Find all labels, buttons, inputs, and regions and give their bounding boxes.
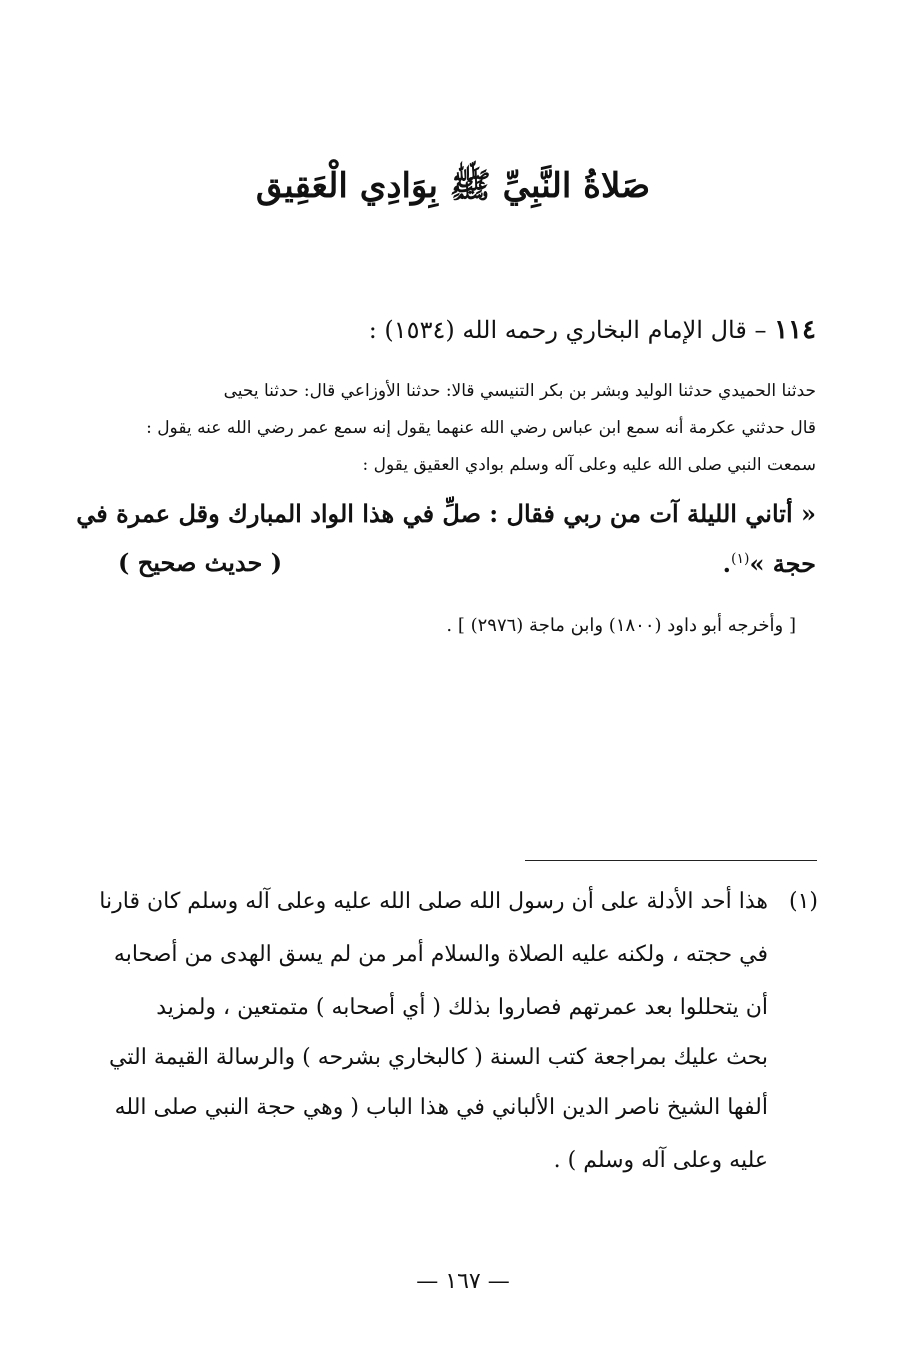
chapter-title: صَلاةُ النَّبِيِّ ﷺ بِوَادِي الْعَقِيق xyxy=(255,166,651,206)
hadith-text-end: حجة » xyxy=(749,549,816,578)
hadith-intro: – قال الإمام البخاري رحمه الله (١٥٣٤) : xyxy=(368,316,767,344)
hadith-text-period: . xyxy=(722,549,731,578)
hadith-text-line xyxy=(723,539,816,584)
hadith-header xyxy=(369,312,816,348)
footnote-line: أن يتحللوا بعد عمرتهم فصاروا بذلك ( أي أصحابه ) متمتعين ، ولمزيد xyxy=(156,995,768,1020)
extra-reference: [ وأخرجه أبو داود (١٨٠٠) وابن ماجة (٢٩٧٦) ] . xyxy=(446,615,796,636)
isnad-line: حدثنا الحميدي حدثنا الوليد وبشر بن بكر التنيسي قالا: حدثنا الأوزاعي قال: حدثنا يحيى xyxy=(223,381,816,401)
footnote-marker: (١) xyxy=(788,889,818,914)
hadith-text-line: « أتاني الليلة آت من ربي فقال : صلِّ في هذا الواد المبارك وقل عمرة في xyxy=(76,499,816,528)
footnote-line: بحث عليك بمراجعة كتب السنة ( كالبخاري بشرحه ) والرسالة القيمة التي xyxy=(109,1045,768,1070)
footnote-line: عليه وعلى آله وسلم ) . xyxy=(553,1148,768,1173)
isnad-line: قال حدثني عكرمة أنه سمع ابن عباس رضي الله عنهما يقول إنه سمع عمر رضي الله عنه يقول : xyxy=(146,418,816,438)
hadith-grading: ( حديث صحيح ) xyxy=(118,548,283,577)
hadith-number: ١١٤ xyxy=(774,315,816,345)
footnote-line: في حجته ، ولكنه عليه الصلاة والسلام أمر من لم يسق الهدى من أصحابه xyxy=(113,942,768,967)
footnote-separator xyxy=(525,860,817,861)
page-number: — ١٦٧ — xyxy=(416,1269,510,1294)
footnote-reference[interactable]: (١) xyxy=(730,551,750,567)
footnote-line: هذا أحد الأدلة على أن رسول الله صلى الله عليه وعلى آله وسلم كان قارنا xyxy=(99,889,768,914)
isnad-line: سمعت النبي صلى الله عليه وعلى آله وسلم بوادي العقيق يقول : xyxy=(362,455,816,475)
footnote-line: ألفها الشيخ ناصر الدين الألباني في هذا الباب ( وهي حجة النبي صلى الله xyxy=(114,1095,768,1120)
